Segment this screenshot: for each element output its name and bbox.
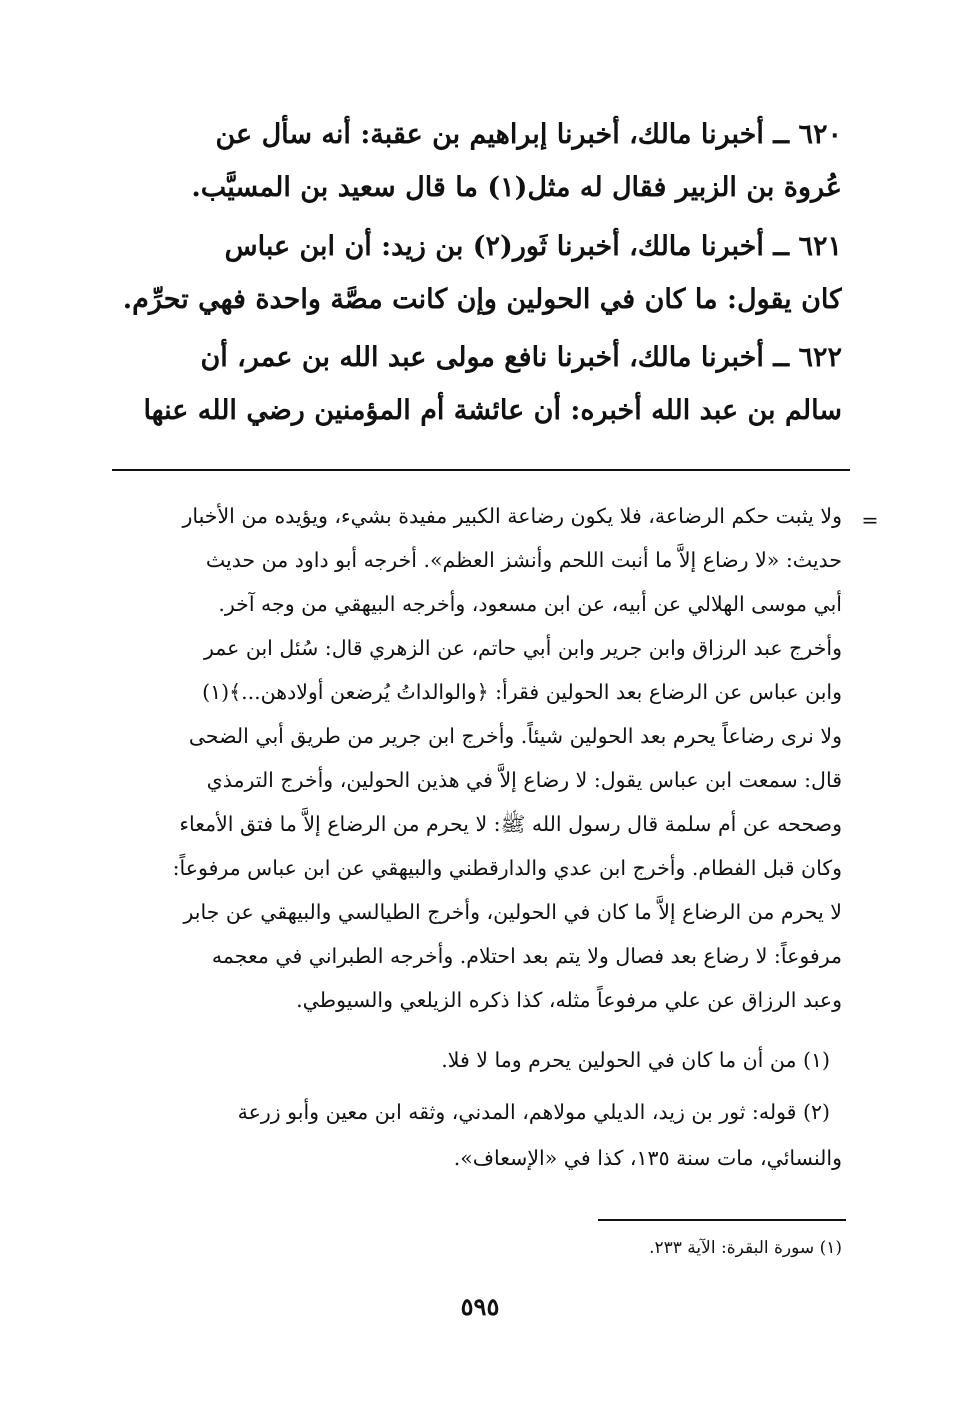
main-line: ٦٢٢ ــ أخبرنا مالك، أخبرنا نافع مولى عبد الله بن عمر، أن [200, 342, 842, 373]
commentary-line: وابن عباس عن الرضاع بعد الحولين فقرأ: ﴿والوالداتُ يُرضعن أولادهن...﴾(١) [202, 680, 842, 704]
commentary-line: وعبد الرزاق عن علي مرفوعاً مثله، كذا ذكره الزيلعي والسيوطي. [296, 988, 842, 1012]
commentary-line: لا يحرم من الرضاع إلاَّ ما كان في الحولين، وأخرج الطيالسي والبيهقي عن جابر [183, 900, 842, 924]
commentary-line: أبي موسى الهلالي عن أبيه، عن ابن مسعود، وأخرجه البيهقي من وجه آخر. [218, 592, 842, 616]
commentary-line: قال: سمعت ابن عباس يقول: لا رضاع إلاَّ في هذين الحولين، وأخرج الترمذي [206, 768, 842, 792]
main-line: ٦٢٠ ــ أخبرنا مالك، أخبرنا إبراهيم بن عقبة: أنه سأل عن [215, 119, 842, 150]
commentary-line: وأخرج عبد الرزاق وابن جرير وابن أبي حاتم، عن الزهري قال: سُئل ابن عمر [203, 636, 842, 660]
footnote-rule [598, 1219, 846, 1221]
commentary-line: وكان قبل الفطام. وأخرج ابن عدي والدارقطني والبيهقي عن ابن عباس مرفوعاً: [172, 856, 842, 880]
commentary-footnote-2-cont: والنسائي، مات سنة ١٣٥، كذا في «الإسعاف». [453, 1146, 842, 1170]
page-number: ٥٩٥ [460, 1292, 500, 1321]
commentary-line: حديث: «لا رضاع إلاَّ ما أنبت اللحم وأنشز العظم». أخرجه أبو داود من حديث [205, 548, 842, 572]
main-line: سالم بن عبد الله أخبره: أن عائشة أم المؤمنين رضي الله عنها [143, 395, 842, 426]
bottom-footnote: (١) سورة البقرة: الآية ٢٣٣. [649, 1238, 842, 1258]
main-line: عُروة بن الزبير فقال له مثل(١) ما قال سعيد بن المسيَّب. [191, 172, 842, 203]
main-line: ٦٢١ ــ أخبرنا مالك، أخبرنا ثَور(٢) بن زيد: أن ابن عباس [224, 231, 842, 262]
continuation-mark: = [861, 508, 879, 532]
commentary-line: وصححه عن أم سلمة قال رسول الله ﷺ: لا يحرم من الرضاع إلاَّ ما فتق الأمعاء [179, 812, 842, 836]
commentary-footnote-1: (١) من أن ما كان في الحولين يحرم وما لا فلا. [441, 1048, 830, 1072]
separator-rule [112, 469, 850, 471]
main-line: كان يقول: ما كان في الحولين وإن كانت مصَّة واحدة فهي تحرِّم. [122, 284, 842, 315]
commentary-line: ولا يثبت حكم الرضاعة، فلا يكون رضاعة الكبير مفيدة بشيء، ويؤيده من الأخبار [182, 504, 842, 528]
commentary-line: مرفوعاً: لا رضاع بعد فصال ولا يتم بعد احتلام. وأخرجه الطبراني في معجمه [211, 944, 842, 968]
commentary-footnote-2: (٢) قوله: ثور بن زيد، الديلي مولاهم، المدني، وثقه ابن معين وأبو زرعة [237, 1100, 830, 1124]
commentary-line: ولا نرى رضاعاً يحرم بعد الحولين شيئاً. وأخرج ابن جرير من طريق أبي الضحى [188, 724, 842, 748]
